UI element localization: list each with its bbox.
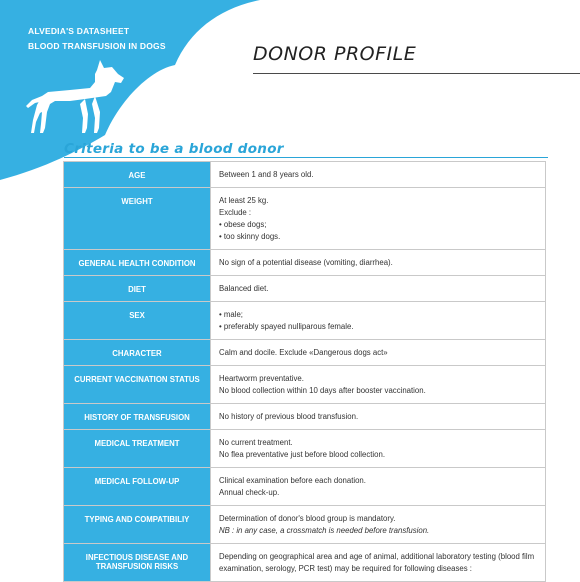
description-line: No current treatment. [219,438,293,447]
criterion-description [211,276,546,302]
table-row [64,162,546,188]
description-line: Clinical examination before each donation. [219,476,366,485]
criterion-label: MEDICAL TREATMENT [64,430,211,468]
criteria-table [63,161,546,582]
criterion-label: AGE [64,162,211,188]
title-divider [253,73,580,74]
criterion-description [211,544,546,582]
description-line: At least 25 kg. [219,196,269,205]
criterion-description [211,250,546,276]
table-row [64,544,546,582]
criterion-label: MEDICAL FOLLOW-UP [64,468,211,506]
table-row [64,188,546,250]
section-heading: Criteria to be a blood donor [64,141,284,157]
description-line: Depending on geographical area and age of animal, additional laboratory testing (blood film examination, serology, PCR test) may be required for following diseases : [219,552,535,573]
criterion-description [211,506,546,544]
criterion-label: INFECTIOUS DISEASE AND TRANSFUSION RISKS [64,544,211,582]
criterion-description [211,188,546,250]
description-line: No blood collection within 10 days after booster vaccination. [219,386,426,395]
criterion-label: CURRENT VACCINATION STATUS [64,366,211,404]
table-row [64,276,546,302]
brand-line-2: BLOOD TRANSFUSION IN DOGS [28,41,166,51]
description-line: No sign of a potential disease (vomiting, diarrhea). [219,258,393,267]
table-row [64,340,546,366]
description-line: Heartworm preventative. [219,374,304,383]
description-note: NB : in any case, a crossmatch is needed before transfusion. [219,526,430,535]
description-line: Determination of donor's blood group is mandatory. [219,514,396,523]
brand-line-1: ALVEDIA'S DATASHEET [28,26,130,36]
criterion-description [211,468,546,506]
description-line: • preferably spayed nulliparous female. [219,322,354,331]
description-line: Annual check-up. [219,488,280,497]
description-line: Calm and docile. Exclude «Dangerous dogs act» [219,348,388,357]
criterion-description [211,340,546,366]
page-title: DONOR PROFILE [253,43,417,65]
table-row [64,404,546,430]
description-line: Balanced diet. [219,284,269,293]
criterion-label: SEX [64,302,211,340]
criterion-label: GENERAL HEALTH CONDITION [64,250,211,276]
criterion-label: TYPING AND COMPATIBILIY [64,506,211,544]
section-divider [64,157,548,158]
description-line: • male; [219,310,243,319]
criterion-description [211,366,546,404]
description-line: No history of previous blood transfusion. [219,412,359,421]
criterion-label: CHARACTER [64,340,211,366]
criterion-description [211,302,546,340]
description-line: No flea preventative just before blood collection. [219,450,385,459]
criterion-description [211,404,546,430]
criterion-label: DIET [64,276,211,302]
criterion-description [211,162,546,188]
criterion-label: WEIGHT [64,188,211,250]
description-line: Between 1 and 8 years old. [219,170,314,179]
table-row [64,430,546,468]
description-line: Exclude : [219,208,252,217]
table-row [64,250,546,276]
description-line: • too skinny dogs. [219,232,281,241]
description-line: • obese dogs; [219,220,267,229]
criterion-description [211,430,546,468]
criterion-label: HISTORY OF TRANSFUSION [64,404,211,430]
table-row [64,468,546,506]
table-row [64,506,546,544]
table-row [64,366,546,404]
table-row [64,302,546,340]
brand-block [28,24,166,54]
